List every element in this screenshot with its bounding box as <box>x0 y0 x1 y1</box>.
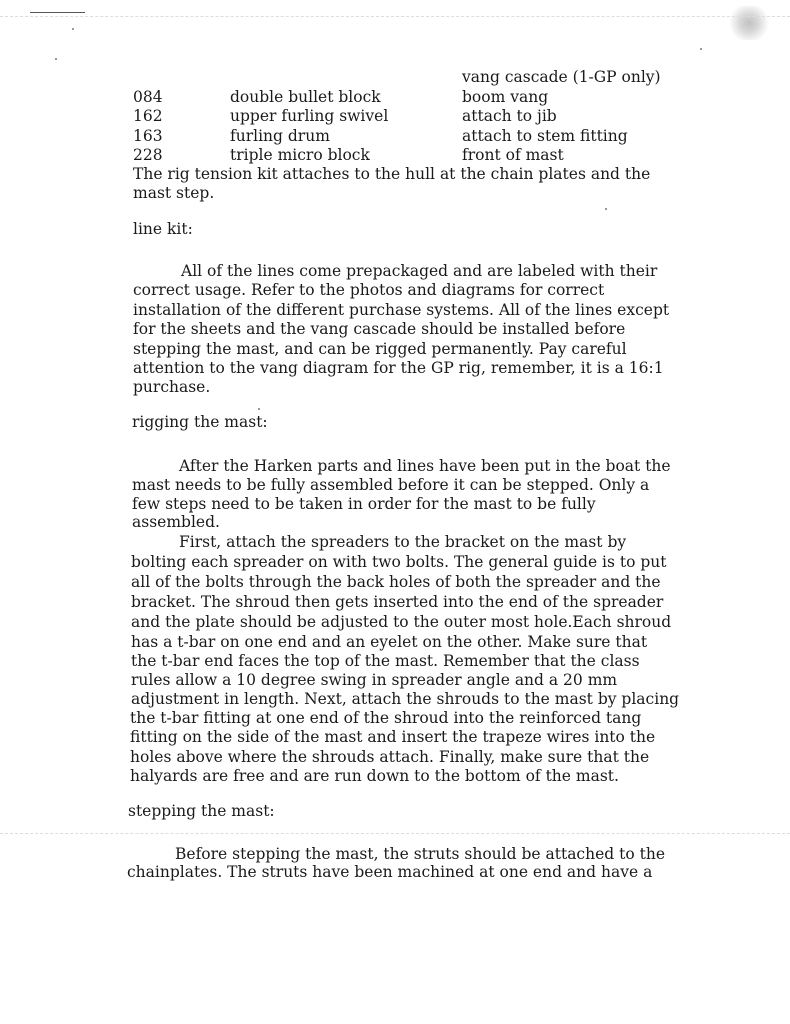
scan-artifact <box>700 48 702 50</box>
paragraph-line: has a t-bar on one end and an eyelet on the other. Make sure that <box>131 633 648 651</box>
part-name: triple micro block <box>230 146 370 164</box>
paragraph-line: Before stepping the mast, the struts should be attached to the <box>175 845 665 863</box>
paragraph-line: few steps need to be taken in order for the mast to be fully <box>132 495 596 513</box>
paragraph-line: The rig tension kit attaches to the hull at the chain plates and the <box>133 165 651 183</box>
paragraph-line: holes above where the shrouds attach. Finally, make sure that the <box>130 748 650 766</box>
paragraph-line: First, attach the spreaders to the bracket on the mast by <box>179 533 627 551</box>
paragraph-line: chainplates. The struts have been machined at one end and have a <box>127 863 653 881</box>
section-heading-stepping: stepping the mast: <box>128 802 275 820</box>
scan-artifact <box>0 16 790 18</box>
section-heading-rigging: rigging the mast: <box>132 413 268 431</box>
paragraph-line: and the plate should be adjusted to the outer most hole.Each shroud <box>131 613 672 631</box>
paragraph-line: installation of the different purchase systems. All of the lines except <box>133 301 670 319</box>
paragraph-line: halyards are free and are run down to the bottom of the mast. <box>130 767 619 785</box>
part-name: furling drum <box>230 126 330 145</box>
paragraph-line: rules allow a 10 degree swing in spreader angle and a 20 mm <box>131 671 618 689</box>
paragraph-line: the t-bar end faces the top of the mast. Remember that the class <box>131 652 640 670</box>
paragraph-line: the t-bar fitting at one end of the shroud into the reinforced tang <box>130 709 642 727</box>
scan-artifact <box>30 12 85 13</box>
section-heading-line-kit: line kit: <box>133 220 193 238</box>
scan-artifact <box>0 833 790 835</box>
paragraph-line: stepping the mast, and can be rigged permanently. Pay careful <box>133 340 627 358</box>
paragraph-line: fitting on the side of the mast and insert the trapeze wires into the <box>130 728 656 746</box>
paragraph-line: bracket. The shroud then gets inserted into the end of the spreader <box>131 593 664 611</box>
paragraph-line: mast step. <box>133 184 215 202</box>
part-name: double bullet block <box>230 87 381 106</box>
paragraph-line: adjustment in length. Next, attach the shrouds to the mast by placing <box>131 690 680 708</box>
part-number: 162 <box>133 107 163 125</box>
part-number: 084 <box>133 87 163 106</box>
scan-artifact <box>72 28 74 30</box>
part-use: attach to jib <box>462 107 557 125</box>
paragraph-line: assembled. <box>132 513 220 531</box>
paragraph-line: bolting each spreader on with two bolts. The general guide is to put <box>131 553 667 571</box>
paragraph-line: all of the bolts through the back holes of both the spreader and the <box>131 573 661 591</box>
paragraph-line: attention to the vang diagram for the GP rig, remember, it is a 16:1 <box>133 359 664 377</box>
part-number: 228 <box>133 146 163 164</box>
paragraph-line: for the sheets and the vang cascade should be installed before <box>133 320 626 338</box>
paragraph-line: All of the lines come prepackaged and are labeled with their <box>181 262 658 280</box>
part-use: front of mast <box>462 146 564 164</box>
scan-artifact <box>55 58 57 60</box>
part-use: vang cascade (1-GP only) <box>462 68 661 86</box>
paragraph-line: purchase. <box>133 378 211 396</box>
scan-artifact <box>605 208 607 210</box>
scan-artifact <box>726 6 772 40</box>
paragraph-line: mast needs to be fully assembled before it can be stepped. Only a <box>132 476 650 494</box>
part-use: attach to stem fitting <box>462 126 628 145</box>
paragraph-line: correct usage. Refer to the photos and diagrams for correct <box>133 281 605 299</box>
scan-artifact <box>258 408 260 410</box>
part-number: 163 <box>133 126 163 145</box>
part-name: upper furling swivel <box>230 107 389 125</box>
part-use: boom vang <box>462 87 549 106</box>
paragraph-line: After the Harken parts and lines have been put in the boat the <box>179 457 671 475</box>
